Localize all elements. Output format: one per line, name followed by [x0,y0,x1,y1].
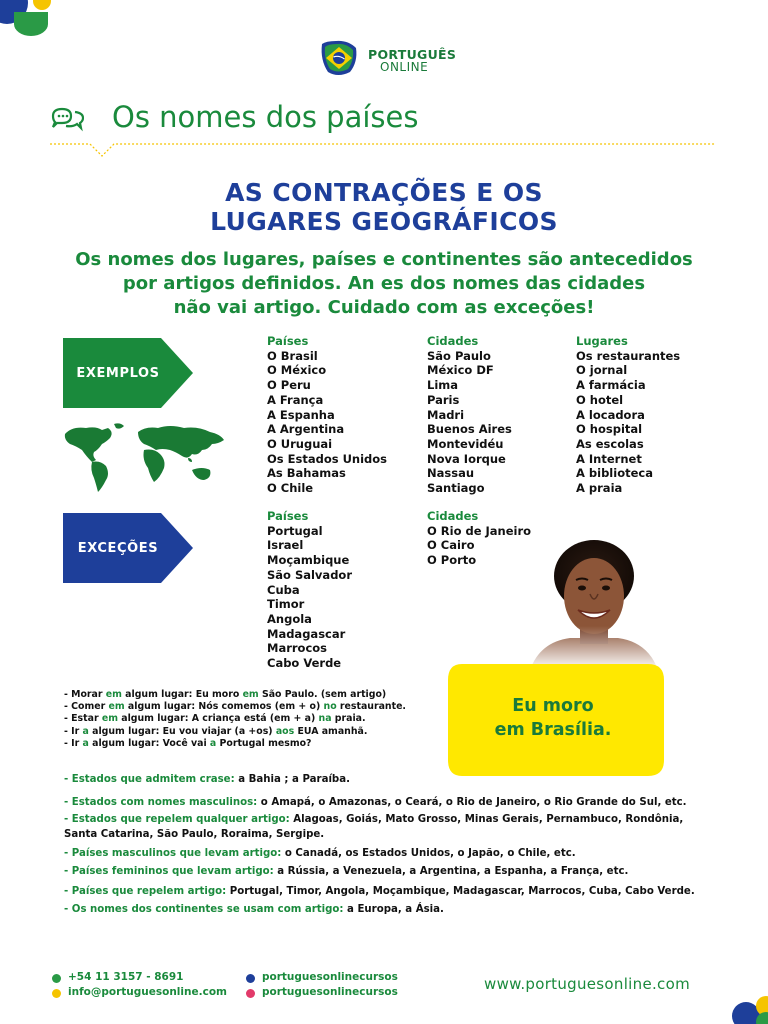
list-item: Madagascar [267,626,346,641]
column-heading: Lugares [576,334,628,348]
list-item: O Rio de Janeiro [427,523,532,538]
brand-name-line2: ONLINE [380,60,429,74]
list-item: O Porto [427,553,477,568]
text-part: EUA amanhã. [294,725,368,737]
rule-item: - Países femininos que levam artigo: a Rússia, a Venezuela, a Argentina, a Espanha, a França, etc. [64,866,629,877]
whatsapp-icon [52,974,61,983]
section-heading-line2: LUGARES GEOGRÁFICOS [210,207,558,236]
text-part: algum lugar: A criança está (em + a) [117,713,319,725]
highlight-word: no [323,701,337,713]
page-title: Os nomes dos países [112,100,419,134]
text-part: - Ir [64,737,83,749]
brazil-flag-icon [318,38,360,78]
exceptions-arrow-label [63,513,193,583]
text-part: - Estar [64,713,102,725]
list-item: A França [267,392,324,407]
highlight-word: em [101,713,118,725]
list-item: A Internet [576,451,642,466]
intro-paragraph [0,248,768,320]
list-item: Nassau [427,466,475,481]
list-item: Paris [427,392,460,407]
world-map-icon [62,420,230,494]
list-item: A biblioteca [576,466,653,481]
contraction-line [64,738,406,750]
column-heading: Cidades [427,334,479,348]
facebook-icon [246,974,255,983]
rule-item: - Estados com nomes masculinos: o Amapá, o Amazonas, o Ceará, o Rio de Janeiro, o Rio Grande do Sul, etc. [64,797,687,808]
examples-places-column [576,334,680,496]
corner-dot-yellow-top [33,0,51,10]
list-item: Angola [267,611,312,626]
list-item: São Paulo [427,348,491,363]
list-item: Os restaurantes [576,348,681,363]
list-item: México DF [427,363,494,378]
rule-text: a Bahia ; a Paraíba. [234,774,350,785]
brand-name-line1: PORTUGUÊS [368,47,457,62]
rule-text: a Europa, a Ásia. [343,904,444,915]
list-item: A farmácia [576,378,646,393]
list-item: O Chile [267,481,314,496]
list-item: Nova Iorque [427,451,506,466]
rule-text: o Amapá, o Amazonas, o Ceará, o Rio de Janeiro, o Rio Grande do Sul, etc. [257,797,687,808]
exceptions-countries-column [267,509,352,671]
rule-label: Países que repelem artigo: [71,886,227,897]
text-part: - Morar [64,689,106,700]
list-item: A Espanha [267,407,335,422]
highlight-word: na [318,713,332,725]
text-part: restaurante. [336,701,406,713]
rule-label: Estados que repelem qualquer artigo: [71,814,290,825]
highlight-word: a [209,737,217,749]
rule-text: Portugal, Timor, Angola, Moçambique, Madagascar, Marrocos, Cuba, Cabo Verde. [226,886,695,897]
list-item: A locadora [576,407,645,422]
text-part: - Comer [64,701,109,713]
rule-item: - Países que repelem artigo: Portugal, Timor, Angola, Moçambique, Madagascar, Marrocos, Cuba, Cabo Verde. [64,886,695,897]
intro-line3: não vai artigo. Cuidado com as exceções! [173,297,595,318]
list-item: A Argentina [267,422,345,437]
contraction-line [64,689,406,701]
rule-text-continued: Santa Catarina, São Paulo, Roraima, Sergipe. [64,829,325,840]
text-part: Portugal mesmo? [216,737,312,749]
contraction-line [64,726,406,738]
list-item: O Cairo [427,538,475,553]
highlight-word: a [82,725,89,737]
list-item: O hotel [576,392,624,407]
intro-line2: por artigos definidos. An es dos nomes das cidades [122,273,646,294]
speech-bubble [448,664,664,776]
contractions-list [64,689,406,750]
list-item: O Brasil [267,348,318,363]
list-item: As Bahamas [267,466,346,481]
text-part: São Paulo. (sem artigo) [258,689,387,700]
list-item: Buenos Aires [427,422,512,437]
footer-instagram[interactable]: portuguesonlinecursos [262,986,398,998]
list-item: São Salvador [267,567,352,582]
column-heading: Cidades [427,509,479,523]
list-item: Marrocos [267,641,328,656]
list-item: O jornal [576,363,628,378]
list-item: Israel [267,538,304,553]
list-item: Os Estados Unidos [267,451,388,466]
speech-line2: em Brasília. [494,720,612,740]
footer-email[interactable]: info@portuguesonline.com [68,986,227,998]
list-item: Madri [427,407,465,422]
title-underline-divider [50,140,716,162]
list-item: O Uruguai [267,436,333,451]
text-part: algum lugar: Você vai [88,737,210,749]
rule-label: Países masculinos que levam artigo: [71,848,282,859]
text-part: - Ir [64,725,83,737]
examples-countries-column [267,334,387,496]
footer-phone[interactable]: +54 11 3157 - 8691 [68,971,184,983]
email-icon [52,989,61,998]
column-heading: Países [267,509,309,523]
highlight-word: em [242,689,259,700]
footer-facebook[interactable]: portuguesonlinecursos [262,971,398,983]
list-item: A praia [576,481,623,496]
column-heading: Países [267,334,309,348]
rule-item: - Os nomes dos continentes se usam com artigo: a Europa, a Ásia. [64,904,444,915]
chat-bubbles-icon [50,106,84,132]
rule-item: - Estados que admitem crase: a Bahia ; a Paraíba. [64,774,350,785]
text-part: algum lugar: Eu moro [121,689,243,700]
list-item: O México [267,363,327,378]
instagram-icon [246,989,255,998]
rule-label: Os nomes dos continentes se usam com artigo: [71,904,344,915]
rule-text: Alagoas, Goiás, Mato Grosso, Minas Gerais, Pernambuco, Rondônia, [289,814,684,825]
text-part: algum lugar: Nós comemos (em + o) [124,701,324,713]
list-item: Cabo Verde [267,656,342,671]
speech-bubble-text [448,694,658,742]
highlight-word: aos [275,725,295,737]
list-item: Moçambique [267,553,350,568]
list-item: Portugal [267,523,323,538]
speech-line1: Eu moro [512,696,594,716]
exceptions-label: EXCEÇÕES [77,541,159,556]
rule-text: a Rússia, a Venezuela, a Argentina, a Espanha, a França, etc. [273,866,629,877]
highlight-word: em [105,689,122,700]
rule-item: - Estados que repelem qualquer artigo: Alagoas, Goiás, Mato Grosso, Minas Gerais, Pernambuco, Rondônia, Santa Catarina, São Paulo, Roraima, Sergipe. [64,814,684,840]
rule-label: Estados que admitem crase: [71,774,235,785]
intro-line1: Os nomes dos lugares, países e continentes são antecedidos [75,249,693,270]
footer-website-link[interactable]: www.portuguesonline.com [484,975,690,993]
examples-cities-column [427,334,512,496]
list-item: As escolas [576,436,644,451]
examples-arrow-label [63,338,193,408]
rule-text: o Canadá, os Estados Unidos, o Japão, o Chile, etc. [281,848,576,859]
woman-portrait-image [490,530,670,670]
contraction-line [64,701,406,713]
list-item: Montevidéu [427,436,504,451]
highlight-word: em [108,701,125,713]
examples-label: EXEMPLOS [76,366,160,381]
footer [0,966,768,1006]
rule-label: Estados com nomes masculinos: [71,797,258,808]
highlight-word: a [82,737,89,749]
section-heading [0,178,768,236]
brand-logo[interactable] [318,38,468,80]
list-item: O Peru [267,378,311,393]
rule-label: Países femininos que levam artigo: [71,866,274,877]
list-item: Cuba [267,582,300,597]
list-item: Timor [267,597,305,612]
corner-dot-green-top [14,12,48,36]
list-item: Lima [427,378,459,393]
rule-item: - Países masculinos que levam artigo: o Canadá, os Estados Unidos, o Japão, o Chile, etc. [64,848,576,859]
list-item: Santiago [427,481,485,496]
section-heading-line1: AS CONTRAÇÕES E OS [225,178,543,207]
text-part: praia. [331,713,366,725]
text-part: algum lugar: Eu vou viajar (a +os) [88,725,276,737]
contraction-line [64,713,406,725]
list-item: O hospital [576,422,643,437]
